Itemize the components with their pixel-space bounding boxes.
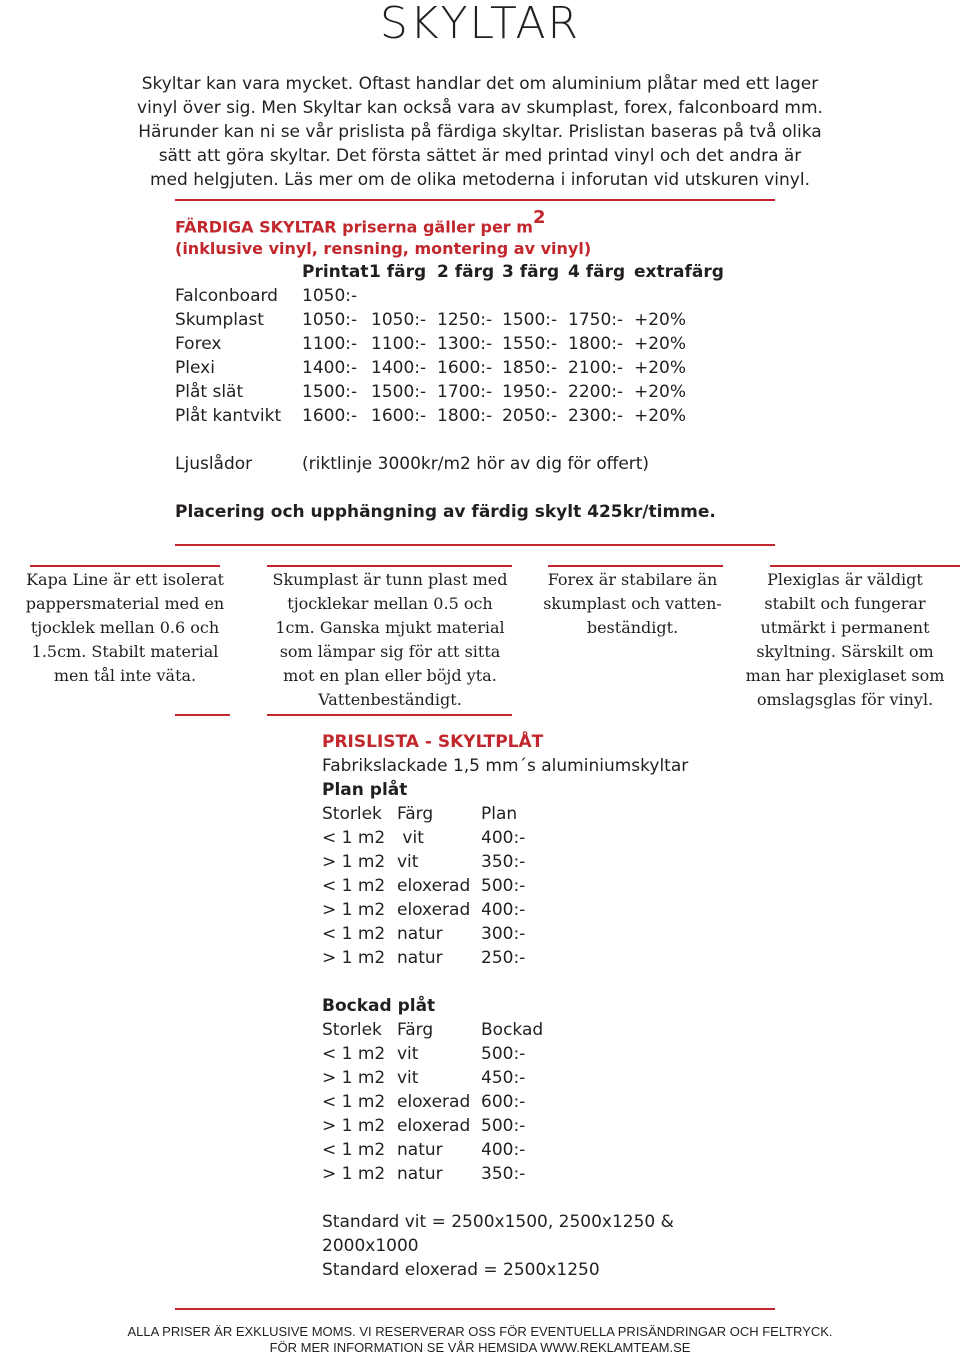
info-box-kapa-line: [20, 568, 230, 688]
list-item: [322, 850, 688, 874]
info-line: stabilt och fungerar: [764, 594, 926, 613]
table-cell: 1800:-: [437, 406, 493, 426]
table-cell: eloxerad: [397, 1116, 471, 1136]
table-cell: 1250:-: [437, 310, 493, 330]
table-cell: 1400:-: [371, 358, 427, 378]
row-label: Falconboard: [175, 286, 278, 306]
table-cell: > 1 m2: [322, 900, 386, 920]
column-header: 4 färg: [568, 262, 626, 282]
table-cell: > 1 m2: [322, 948, 386, 968]
table-cell: 1800:-: [568, 334, 624, 354]
table-cell: 500:-: [481, 876, 526, 896]
row-label: Plåt kantvikt: [175, 406, 282, 426]
table-cell: < 1 m2: [322, 924, 386, 944]
table-cell: vit: [397, 1044, 419, 1064]
table-cell: 1600:-: [437, 358, 493, 378]
divider: [770, 565, 960, 567]
info-box-plexiglas: [735, 568, 955, 712]
info-line: men tål inte väta.: [53, 666, 197, 685]
intro-line: vinyl över sig. Men Skyltar kan också vara av skumplast, forex, falconboard mm.: [137, 98, 823, 118]
table-cell: 1950:-: [502, 382, 558, 402]
table-cell: eloxerad: [397, 1092, 471, 1112]
table-cell: 1050:-: [302, 286, 358, 306]
page-title: SKYLTAR: [379, 0, 581, 49]
column-header: 2 färg: [437, 262, 495, 282]
info-box-forex: [530, 568, 735, 640]
table-cell: 1050:-: [371, 310, 427, 330]
info-line: Plexiglas är väldigt: [767, 570, 923, 589]
fardiga-heading-main: FÄRDIGA SKYLTAR priserna gäller per m: [175, 217, 533, 237]
table-cell: 1500:-: [302, 382, 358, 402]
fardiga-heading-sub: (inklusive vinyl, rensning, montering av vinyl): [175, 239, 592, 259]
list-item: [322, 898, 688, 922]
table-cell: > 1 m2: [322, 1164, 386, 1184]
list-item: [322, 946, 688, 970]
list-item: [322, 1066, 688, 1090]
table-cell: 350:-: [481, 852, 526, 872]
info-box-skumplast: [260, 568, 520, 712]
table-cell: > 1 m2: [322, 852, 386, 872]
table-cell: 2200:-: [568, 382, 624, 402]
row-label: Forex: [175, 334, 222, 354]
table-cell: 2300:-: [568, 406, 624, 426]
table-cell: +20%: [634, 358, 687, 378]
column-header: 3 färg: [502, 262, 560, 282]
table-cell: 400:-: [481, 828, 526, 848]
table-cell: 1050:-: [302, 310, 358, 330]
table-cell: vit: [397, 852, 419, 872]
info-line: Kapa Line är ett isolerat: [26, 570, 224, 589]
column-header: Storlek: [322, 1020, 382, 1040]
list-item: [322, 922, 688, 946]
table-cell: 450:-: [481, 1068, 526, 1088]
table-cell: > 1 m2: [322, 1116, 386, 1136]
table-cell: natur: [397, 1140, 443, 1160]
table-cell: eloxerad: [397, 876, 471, 896]
row-label: Plexi: [175, 358, 215, 378]
info-line: som lämpar sig för att sitta: [279, 642, 501, 661]
info-line: Forex är stabilare än: [547, 570, 718, 589]
table-cell: 250:-: [481, 948, 526, 968]
table-cell: 500:-: [481, 1044, 526, 1064]
intro-line: Härunder kan ni se vår prislista på färdiga skyltar. Prislistan baseras på två olika: [138, 122, 822, 142]
ljuslador-label: Ljuslådor: [175, 454, 253, 474]
fardiga-heading-sup: 2: [532, 207, 546, 228]
table-cell: 400:-: [481, 900, 526, 920]
spacer: [322, 970, 688, 994]
info-line: beständigt.: [586, 618, 679, 637]
info-line: Skumplast är tunn plast med: [272, 570, 508, 589]
table-cell: < 1 m2: [322, 1092, 386, 1112]
table-cell: +20%: [634, 310, 687, 330]
table-cell: 1100:-: [302, 334, 358, 354]
table-cell: 1750:-: [568, 310, 624, 330]
footer-line: ALLA PRISER ÄR EXKLUSIVE MOMS. VI RESERVERAR OSS FÖR EVENTUELLA PRISÄNDRINGAR OCH FELTRYCK.: [127, 1324, 833, 1339]
info-line: man har plexiglaset som: [745, 666, 945, 685]
standard-line: 2000x1000: [322, 1236, 419, 1256]
column-header: extrafärg: [634, 262, 724, 282]
list-item: [322, 1090, 688, 1114]
info-line: 1.5cm. Stabilt material: [31, 642, 219, 661]
column-header: Printat: [302, 262, 369, 282]
prislista-subtitle: Fabrikslackade 1,5 mm´s aluminiumskyltar: [322, 756, 689, 776]
table-cell: 1850:-: [502, 358, 558, 378]
fardiga-heading: [175, 207, 592, 260]
divider: [30, 565, 220, 567]
table-cell: +20%: [634, 406, 687, 426]
table-cell: < 1 m2: [322, 1044, 386, 1064]
info-line: tjocklekar mellan 0.5 och: [287, 594, 493, 613]
table-cell: 1100:-: [371, 334, 427, 354]
table-cell: < 1 m2: [322, 1140, 386, 1160]
info-line: utmärkt i permanent: [760, 618, 930, 637]
intro-line: sätt att göra skyltar. Det första sättet är med printad vinyl och det andra är: [158, 146, 802, 166]
table-cell: 1500:-: [371, 382, 427, 402]
column-header: Bockad: [481, 1020, 544, 1040]
placering-note: Placering och upphängning av färdig skylt 425kr/timme.: [175, 502, 716, 522]
divider: [267, 714, 512, 716]
table-cell: 2100:-: [568, 358, 624, 378]
standard-line: Standard eloxerad = 2500x1250: [322, 1260, 600, 1280]
table-cell: > 1 m2: [322, 1068, 386, 1088]
table-cell: 1600:-: [371, 406, 427, 426]
info-line: skumplast och vatten-: [543, 594, 722, 613]
list-item: [322, 874, 688, 898]
table-cell: 1400:-: [302, 358, 358, 378]
table-cell: 1700:-: [437, 382, 493, 402]
table-cell: natur: [397, 1164, 443, 1184]
table-cell: 600:-: [481, 1092, 526, 1112]
column-header: Storlek: [322, 804, 382, 824]
column-header: Färg: [397, 804, 434, 824]
list-item: [322, 1042, 688, 1066]
table-cell: +20%: [634, 382, 687, 402]
table-cell: natur: [397, 924, 443, 944]
table-cell: natur: [397, 948, 443, 968]
column-header: 1 färg: [369, 262, 427, 282]
table-cell: vit: [397, 828, 424, 848]
prislista-heading: PRISLISTA - SKYLTPLÅT: [322, 732, 544, 752]
prislista-skyltplat: [322, 730, 688, 1282]
divider: [267, 565, 512, 567]
plan-title: Plan plåt: [322, 780, 408, 800]
list-item: [322, 1114, 688, 1138]
bockad-header: [322, 1018, 688, 1042]
info-line: 1cm. Ganska mjukt material: [275, 618, 505, 637]
info-line: omslagsglas för vinyl.: [756, 690, 934, 709]
bockad-title: Bockad plåt: [322, 996, 436, 1016]
info-line: Vattenbeständigt.: [318, 690, 462, 709]
ljuslador-note: (riktlinje 3000kr/m2 hör av dig för offert): [302, 454, 650, 474]
standard-line: Standard vit = 2500x1500, 2500x1250 &: [322, 1212, 674, 1232]
divider: [175, 1308, 775, 1310]
plan-header: [322, 802, 688, 826]
list-item: [322, 826, 688, 850]
table-cell: 1300:-: [437, 334, 493, 354]
table-cell: 2050:-: [502, 406, 558, 426]
intro-line: med helgjuten. Läs mer om de olika metoderna i inforutan vid utskuren vinyl.: [150, 170, 810, 190]
spacer: [322, 1186, 688, 1210]
table-cell: 350:-: [481, 1164, 526, 1184]
table-cell: 1550:-: [502, 334, 558, 354]
row-label: Skumplast: [175, 310, 264, 330]
row-label: Plåt slät: [175, 382, 244, 402]
footer-line: FÖR MER INFORMATION SE VÅR HEMSIDA WWW.REKLAMTEAM.SE: [269, 1340, 691, 1355]
table-cell: eloxerad: [397, 900, 471, 920]
table-cell: +20%: [634, 334, 687, 354]
table-cell: 400:-: [481, 1140, 526, 1160]
table-cell: vit: [397, 1068, 419, 1088]
table-cell: 1500:-: [502, 310, 558, 330]
divider: [175, 544, 775, 546]
list-item: [322, 1138, 688, 1162]
intro-text: [130, 72, 830, 192]
divider: [548, 565, 723, 567]
divider: [175, 714, 230, 716]
footer: [0, 1324, 960, 1356]
info-line: mot en plan eller böjd yta.: [283, 666, 497, 685]
divider: [175, 199, 775, 201]
list-item: [322, 1162, 688, 1186]
column-header: Plan: [481, 804, 518, 824]
info-line: pappersmaterial med en: [25, 594, 225, 613]
column-header: Färg: [397, 1020, 434, 1040]
info-line: skyltning. Särskilt om: [756, 642, 934, 661]
table-cell: 300:-: [481, 924, 526, 944]
table-cell: < 1 m2: [322, 828, 386, 848]
table-cell: 1600:-: [302, 406, 358, 426]
table-cell: 500:-: [481, 1116, 526, 1136]
intro-line: Skyltar kan vara mycket. Oftast handlar det om aluminium plåtar med ett lager: [141, 74, 819, 94]
info-line: tjocklek mellan 0.6 och: [30, 618, 220, 637]
table-cell: < 1 m2: [322, 876, 386, 896]
